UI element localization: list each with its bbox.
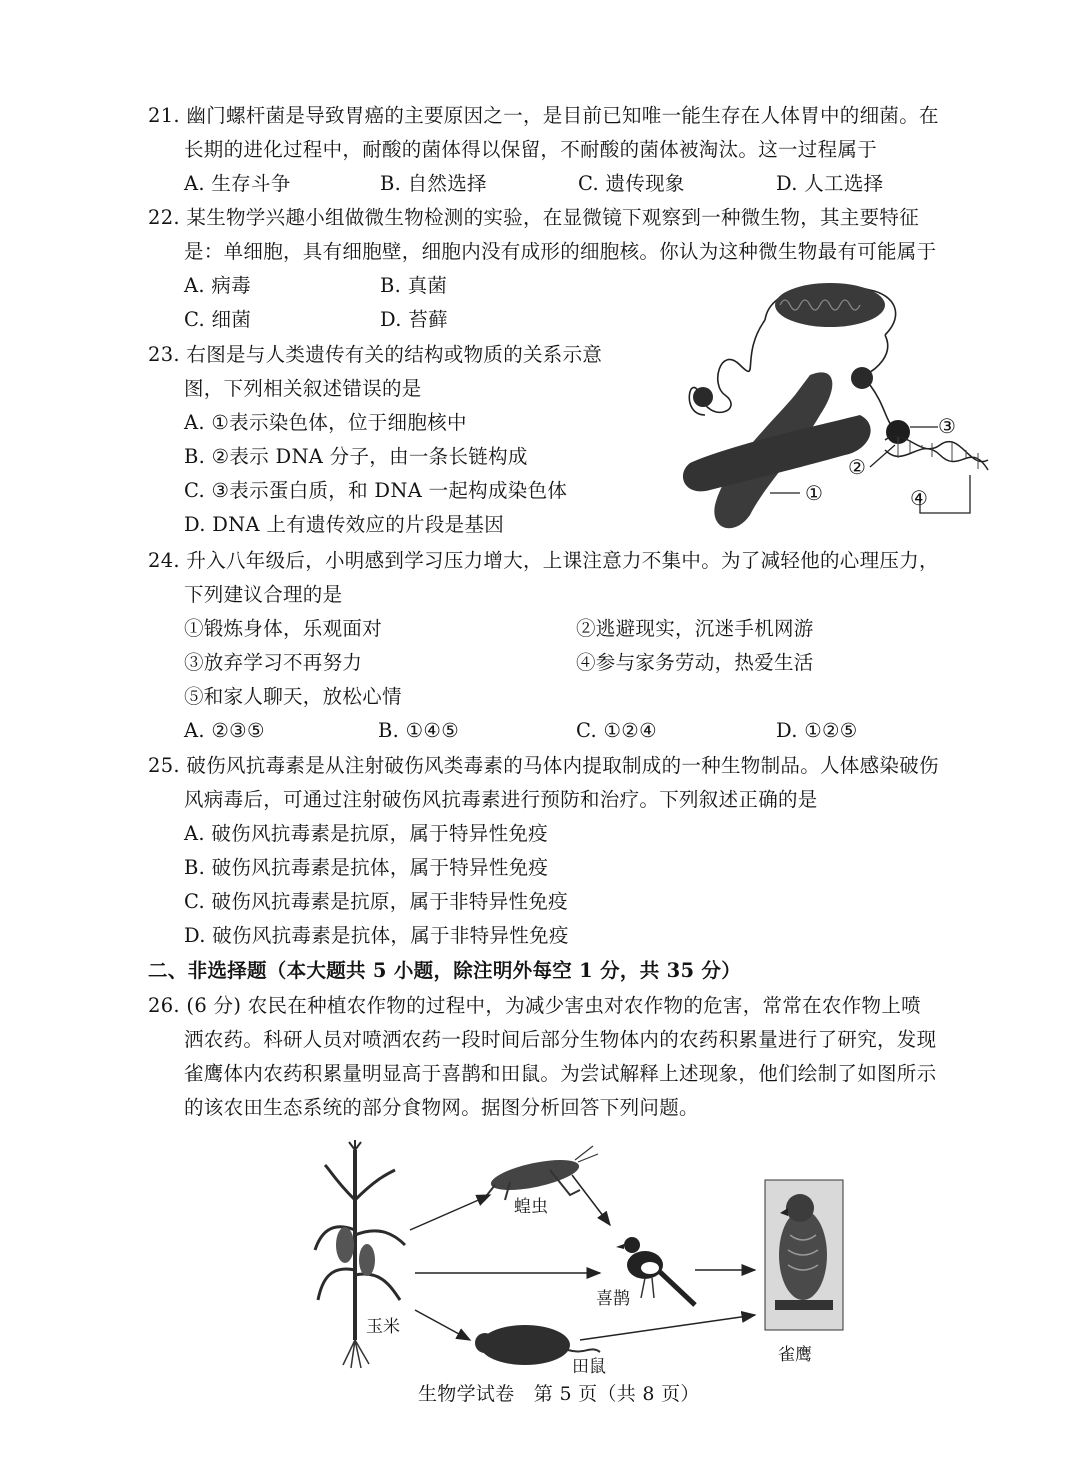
- q22-stem-line1: 22. 某生物学兴趣小组做微生物检测的实验，在显微镜下观察到一种微生物，其主要特征: [148, 206, 920, 229]
- q21-option-d: D. 人工选择: [776, 172, 884, 195]
- q26-stem-line4: 的该农田生态系统的部分食物网。据图分析回答下列问题。: [184, 1096, 699, 1119]
- label-corn: 玉米: [366, 1317, 400, 1337]
- figure-label-4: ④: [910, 486, 928, 510]
- q24-item-4: ④参与家务劳动，热爱生活: [576, 651, 814, 674]
- q23-option-b: B. ②表示 DNA 分子，由一条长链构成: [184, 445, 528, 468]
- label-locust: 蝗虫: [514, 1197, 548, 1217]
- q25-option-d: D. 破伤风抗毒素是抗体，属于非特异性免疫: [184, 924, 569, 947]
- q24-item-3: ③放弃学习不再努力: [184, 651, 363, 674]
- q24-stem-line2: 下列建议合理的是: [184, 583, 343, 606]
- q24-item-5: ⑤和家人聊天，放松心情: [184, 685, 402, 708]
- q24-item-1: ①锻炼身体，乐观面对: [184, 617, 383, 640]
- q24-option-d: D. ①②⑤: [776, 719, 858, 742]
- q23-option-d: D. DNA 上有遗传效应的片段是基因: [184, 513, 505, 536]
- q25-stem-line2: 风病毒后，可通过注射破伤风抗毒素进行预防和治疗。下列叙述正确的是: [184, 788, 818, 811]
- q21-stem-line1: 21. 幽门螺杆菌是导致胃癌的主要原因之一，是目前已知唯一能生存在人体胃中的细菌。在: [148, 104, 939, 127]
- food-web-figure: [310, 1140, 850, 1380]
- q25-stem-line1: 25. 破伤风抗毒素是从注射破伤风类毒素的马体内提取制成的一种生物制品。人体感染破伤: [148, 754, 939, 777]
- hawk-icon: [765, 1180, 843, 1330]
- q26-stem-line1: 26. (6 分) 农民在种植农作物的过程中，为减少害虫对农作物的危害，常常在农作物上喷: [148, 994, 921, 1017]
- q21-option-a: A. 生存斗争: [184, 172, 291, 195]
- page-footer: 生物学试卷 第 5 页（共 8 页）: [418, 1383, 700, 1405]
- q25-option-a: A. 破伤风抗毒素是抗原，属于特异性免疫: [184, 822, 548, 845]
- label-hawk: 雀鹰: [778, 1345, 812, 1365]
- label-magpie: 喜鹊: [596, 1289, 630, 1309]
- q24-option-c: C. ①②④: [576, 719, 657, 742]
- q22-option-d: D. 苔藓: [380, 308, 448, 331]
- figure-label-2: ②: [848, 455, 866, 479]
- q23-stem-line2: 图，下列相关叙述错误的是: [184, 377, 422, 400]
- figure-label-1: ①: [805, 481, 823, 505]
- q23-option-c: C. ③表示蛋白质，和 DNA 一起构成染色体: [184, 479, 568, 502]
- q22-option-c: C. 细菌: [184, 308, 252, 331]
- section-2-heading: 二、非选择题（本大题共 5 小题，除注明外每空 1 分，共 35 分）: [148, 959, 742, 982]
- q22-option-b: B. 真菌: [380, 274, 448, 297]
- q22-stem-line2: 是：单细胞，具有细胞壁，细胞内没有成形的细胞核。你认为这种微生物最有可能属于: [184, 240, 937, 263]
- q23-option-a: A. ①表示染色体，位于细胞核中: [184, 411, 467, 434]
- q21-stem-line2: 长期的进化过程中，耐酸的菌体得以保留，不耐酸的菌体被淘汰。这一过程属于: [184, 138, 878, 161]
- q21-option-b: B. 自然选择: [380, 172, 487, 195]
- q24-option-b: B. ①④⑤: [378, 719, 459, 742]
- q24-item-2: ②逃避现实，沉迷手机网游: [576, 617, 814, 640]
- q25-option-c: C. 破伤风抗毒素是抗原，属于非特异性免疫: [184, 890, 568, 913]
- q24-option-a: A. ②③⑤: [184, 719, 265, 742]
- q21-option-c: C. 遗传现象: [578, 172, 685, 195]
- chromosome-dna-figure: [670, 275, 1000, 540]
- q22-option-a: A. 病毒: [184, 274, 251, 297]
- figure-label-3: ③: [938, 414, 956, 438]
- q23-stem-line1: 23. 右图是与人类遗传有关的结构或物质的关系示意: [148, 343, 603, 366]
- q26-stem-line3: 雀鹰体内农药积累量明显高于喜鹊和田鼠。为尝试解释上述现象，他们绘制了如图所示: [184, 1062, 937, 1085]
- q26-stem-line2: 洒农药。科研人员对喷洒农药一段时间后部分生物体内的农药积累量进行了研究，发现: [184, 1028, 937, 1051]
- label-vole: 田鼠: [572, 1357, 606, 1377]
- q25-option-b: B. 破伤风抗毒素是抗体，属于特异性免疫: [184, 856, 549, 879]
- q24-stem-line1: 24. 升入八年级后，小明感到学习压力增大，上课注意力不集中。为了减轻他的心理压力，: [148, 549, 939, 572]
